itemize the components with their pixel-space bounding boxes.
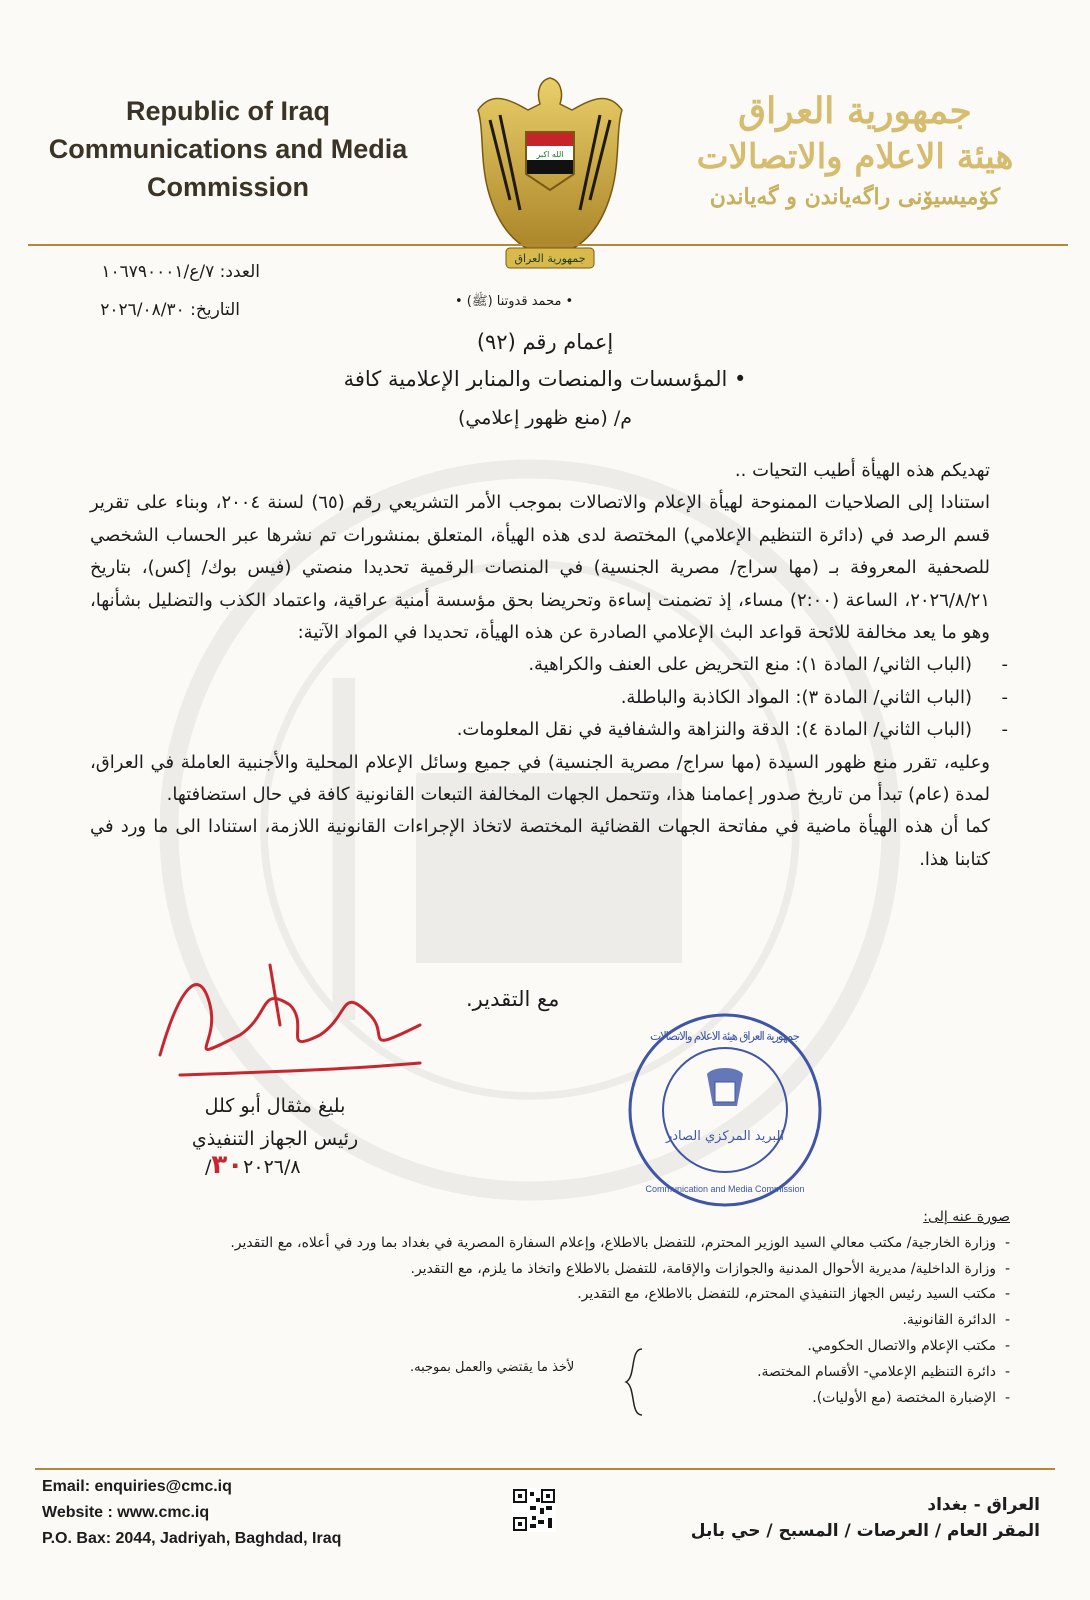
footer-divider	[35, 1468, 1055, 1470]
footer-email: Email: enquiries@cmc.iq	[42, 1478, 232, 1495]
body-paragraph-1: استنادا إلى الصلاحيات الممنوحة لهيأة الإعلام والاتصالات بموجب الأمر التشريعي رقم (٦٥) لسنة ٢٠٠٤، وبناء على تقرير قسم الرصد في (دائرة التنظيم الإعلامي) المختصة لدى هذه الهيأة، المتعلق بمنشورات تم نشرها عبر الحساب الشخصي للصحفية المعروفة بـ (مها سراج/ مصرية الجنسية) في المنصات الرقمية تحديدا منصتي (فيس بوك/ إكس)، بتاريخ ٢٠٢٦/٨/٢١، الساعة (٢:٠٠) مساء، إذ تضمنت إساءة وتحريضا بحق مؤسسة أمنية عراقية، واعتماد الكذب والتضليل بشأنها، وهو ما يعد مخالفة للائحة قواعد البث الإعلامي الصادرة عن هذه الهيأة، تحديدا في المواد الآتية:	[90, 492, 990, 644]
footer-contact	[42, 1474, 341, 1552]
cc-item: - الإضبارة المختصة (مع الأوليات).	[110, 1386, 1010, 1412]
header-divider	[28, 244, 1068, 246]
footer-address	[691, 1492, 1040, 1544]
cc-heading: صورة عنه إلى:	[923, 1209, 1010, 1225]
signature-date-day: ٣٠	[211, 1150, 244, 1180]
header-kurdish-line: كۆمیسیۆنی راگەیاندن و گەیاندن	[709, 184, 1001, 210]
violation-item: - (الباب الثاني/ المادة ١): منع التحريض على العنف والكراهية.	[90, 649, 990, 681]
footer-address-line-2: المقر العام / العرصات / المسبح / حي بابل	[690, 1521, 1040, 1541]
greeting: تهديكم هذه الهيأة أطيب التحيات ..	[734, 460, 990, 481]
handwritten-signature	[120, 945, 440, 1105]
motto: • محمد قدوتنا (ﷺ) •	[455, 294, 574, 309]
document-date: التاريخ: ٢٠٢٦/٠٨/٣٠	[100, 300, 240, 320]
cc-item: - مكتب السيد رئيس الجهاز التنفيذي المحترم، للتفضل بالاطلاع، مع التقدير.	[110, 1282, 1010, 1308]
footer-website: Website : www.cmc.iq	[42, 1504, 210, 1521]
emblem-label: جمهورية العراق	[514, 252, 586, 265]
official-stamp	[625, 1010, 825, 1210]
signer-name: بليغ مثقال أبو كلل	[204, 1095, 346, 1117]
iraq-eagle-emblem	[470, 70, 630, 280]
stamp-ring-text: Communication and Media Commission	[645, 1184, 805, 1194]
regards: مع التقدير.	[466, 987, 560, 1011]
reference-number: العدد: ٧/ع/١٠٦٧٩٠٠٠١	[101, 262, 260, 282]
cc-action-note: لأخذ ما يقتضي والعمل بموجبه.	[410, 1360, 575, 1375]
cc-item: - الدائرة القانونية.	[110, 1308, 1010, 1334]
cc-item: - وزارة الخارجية/ مكتب معالي السيد الوزير المحترم، للتفضل بالاطلاع، وإعلام السفارة المصرية في بغداد بما ورد في أعلاه، مع التقدير.	[110, 1231, 1010, 1257]
brace-icon	[622, 1347, 648, 1417]
cc-item: - مكتب الإعلام والاتصال الحكومي.	[110, 1334, 1010, 1360]
header-en-line-1: Republic of Iraq	[125, 96, 331, 126]
signer-block	[160, 1090, 390, 1156]
circular-number: إعمام رقم (٩٢)	[476, 330, 614, 354]
header-en-line-2: Communications and Media	[48, 134, 408, 164]
header-en-line-3: Commission	[146, 172, 310, 202]
stamp-center-text: البريد المركزي الصادر	[665, 1129, 785, 1144]
header-arabic	[660, 88, 1050, 214]
body-paragraph-3: كما أن هذه الهيأة ماضية في مفاتحة الجهات القضائية المختصة لاتخاذ الإجراءات القانونية اللازمة، استنادا الى ما ورد في كتابنا هذا.	[90, 816, 990, 870]
header-ar-line-2: هيئة الاعلام والاتصالات	[696, 137, 1014, 177]
header-english	[18, 92, 438, 206]
footer-address-line-1: العراق - بغداد	[927, 1495, 1040, 1515]
subject-line: م/ (منع ظهور إعلامي)	[458, 407, 632, 429]
addressee: • المؤسسات والمنصات والمنابر الإعلامية كافة	[343, 367, 747, 391]
signature-date-rest: ٢٠٢٦/٨/	[205, 1156, 301, 1178]
violation-item: - (الباب الثاني/ المادة ٣): المواد الكاذبة والباطلة.	[90, 682, 990, 714]
cc-item: - دائرة التنظيم الإعلامي- الأقسام المختصة.	[110, 1360, 1010, 1386]
body-paragraph-2: وعليه، تقرر منع ظهور السيدة (مها سراج/ مصرية الجنسية) في جميع وسائل الإعلام المحلية والأجنبية العاملة في العراق، لمدة (عام) تبدأ من تاريخ صدور إعمامنا هذا، وتتحمل الجهات المخالفة التبعات القانونية كافة في حال استضافتها.	[90, 751, 990, 806]
signature-date	[205, 1150, 301, 1180]
cc-list	[110, 1231, 1010, 1412]
violation-item: - (الباب الثاني/ المادة ٤): الدقة والنزاهة والشفافية في نقل المعلومات.	[90, 714, 990, 746]
flag-text: الله اكبر	[536, 150, 564, 159]
violations-list	[90, 649, 990, 746]
signer-title: رئيس الجهاز التنفيذي	[191, 1128, 359, 1150]
header-ar-line-1: جمهورية العراق	[738, 90, 972, 132]
cc-section	[110, 1205, 1010, 1411]
qr-code-icon	[512, 1488, 556, 1532]
stamp-top-text: جمهورية العراق هيئة الاعلام والاتصالات	[650, 1029, 800, 1043]
letter-body	[90, 455, 990, 876]
footer-po-box: P.O. Bax: 2044, Jadriyah, Baghdad, Iraq	[42, 1530, 342, 1547]
cc-item: - وزارة الداخلية/ مديرية الأحوال المدنية والجوازات والإقامة، للتفضل بالاطلاع واتخاذ ما يلزم، مع التقدير.	[110, 1257, 1010, 1283]
